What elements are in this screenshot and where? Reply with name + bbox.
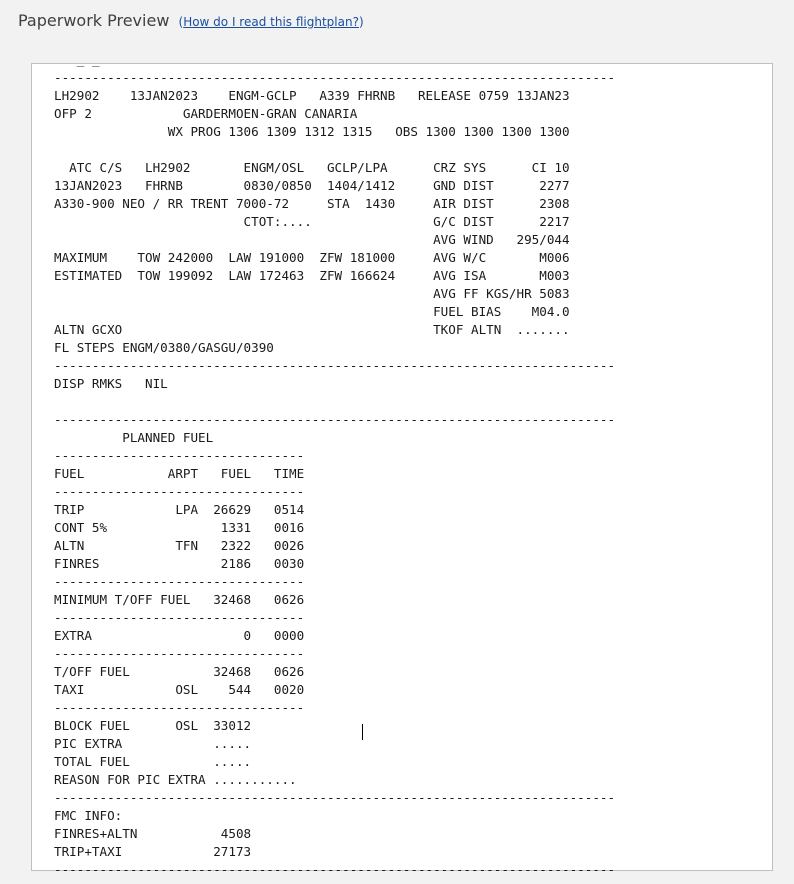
flightplan-line: -------------------------------------------------------------------------- <box>54 358 616 373</box>
flightplan-line: --------------------------------- <box>54 574 305 589</box>
flightplan-line: AVG WIND 295/044 <box>54 232 570 247</box>
flightplan-line: DISP RMKS NIL <box>54 376 168 391</box>
flightplan-line: _ _ <box>54 52 100 67</box>
page-title: Paperwork Preview <box>18 11 170 30</box>
flightplan-line: FINRES+ALTN 4508 <box>54 826 252 841</box>
flightplan-line: -------------------------------------------------------------------------- <box>54 70 616 85</box>
flightplan-line: -------------------------------------------------------------------------- <box>54 790 616 805</box>
flightplan-line: MINIMUM T/OFF FUEL 32468 0626 <box>54 592 305 607</box>
help-close-paren: ) <box>358 15 364 29</box>
flightplan-line <box>54 393 615 411</box>
flightplan-line: --------------------------------- <box>54 448 305 463</box>
flightplan-line: --------------------------------- <box>54 484 305 499</box>
flightplan-line: FUEL BIAS M04.0 <box>54 304 570 319</box>
flightplan-line: WX PROG 1306 1309 1312 1315 OBS 1300 1300 1300 1300 <box>54 124 570 139</box>
flightplan-line: MAXIMUM TOW 242000 LAW 191000 ZFW 181000 AVG W/C M006 <box>54 250 570 265</box>
flightplan-line: CTOT:.... G/C DIST 2217 <box>54 214 570 229</box>
help-link[interactable]: How do I read this flightplan? <box>183 15 359 29</box>
flightplan-line: -------------------------------------------------------------------------- <box>54 412 616 427</box>
flightplan-line: T/OFF FUEL 32468 0626 <box>54 664 305 679</box>
flightplan-line: --------------------------------- <box>54 700 305 715</box>
text-cursor <box>362 724 363 740</box>
flightplan-line: TAXI OSL 544 0020 <box>54 682 305 697</box>
flightplan-line: FMC INFO: <box>54 808 123 823</box>
flightplan-line: REASON FOR PIC EXTRA ........... <box>54 772 297 787</box>
flightplan-line: ATC C/S LH2902 ENGM/OSL GCLP/LPA CRZ SYS CI 10 <box>54 160 570 175</box>
flightplan-line <box>54 141 615 159</box>
help-link-wrapper <box>179 15 364 29</box>
flightplan-line: OFP 2 GARDERMOEN-GRAN CANARIA <box>54 106 358 121</box>
flightplan-text <box>54 51 615 879</box>
flightplan-line: --------------------------------- <box>54 610 305 625</box>
page-header <box>18 11 364 30</box>
flightplan-line: ESTIMATED TOW 199092 LAW 172463 ZFW 166624 AVG ISA M003 <box>54 268 570 283</box>
flightplan-line: PIC EXTRA ..... <box>54 736 252 751</box>
flightplan-line: ALTN TFN 2322 0026 <box>54 538 305 553</box>
flightplan-document[interactable] <box>31 52 773 877</box>
help-open-paren: ( <box>178 15 184 29</box>
flightplan-line: FUEL ARPT FUEL TIME <box>54 466 305 481</box>
flightplan-line: EXTRA 0 0000 <box>54 628 305 643</box>
flightplan-line: FL STEPS ENGM/0380/GASGU/0390 <box>54 340 274 355</box>
flightplan-line: TRIP+TAXI 27173 <box>54 844 252 859</box>
flightplan-line: CONT 5% 1331 0016 <box>54 520 305 535</box>
flightplan-line: ALTN GCXO TKOF ALTN ....... <box>54 322 570 337</box>
flightplan-line: LH2902 13JAN2023 ENGM-GCLP A339 FHRNB RELEASE 0759 13JAN23 <box>54 88 570 103</box>
flightplan-line: -------------------------------------------------------------------------- <box>54 862 616 877</box>
flightplan-line: TOTAL FUEL ..... <box>54 754 252 769</box>
flightplan-line: BLOCK FUEL OSL 33012 <box>54 718 252 733</box>
flightplan-line: AVG FF KGS/HR 5083 <box>54 286 570 301</box>
flightplan-line: 13JAN2023 FHRNB 0830/0850 1404/1412 GND DIST 2277 <box>54 178 570 193</box>
flightplan-line: --------------------------------- <box>54 646 305 661</box>
flightplan-line: A330-900 NEO / RR TRENT 7000-72 STA 1430 AIR DIST 2308 <box>54 196 570 211</box>
flightplan-line: FINRES 2186 0030 <box>54 556 305 571</box>
flightplan-line: PLANNED FUEL <box>54 430 214 445</box>
flightplan-line: TRIP LPA 26629 0514 <box>54 502 305 517</box>
